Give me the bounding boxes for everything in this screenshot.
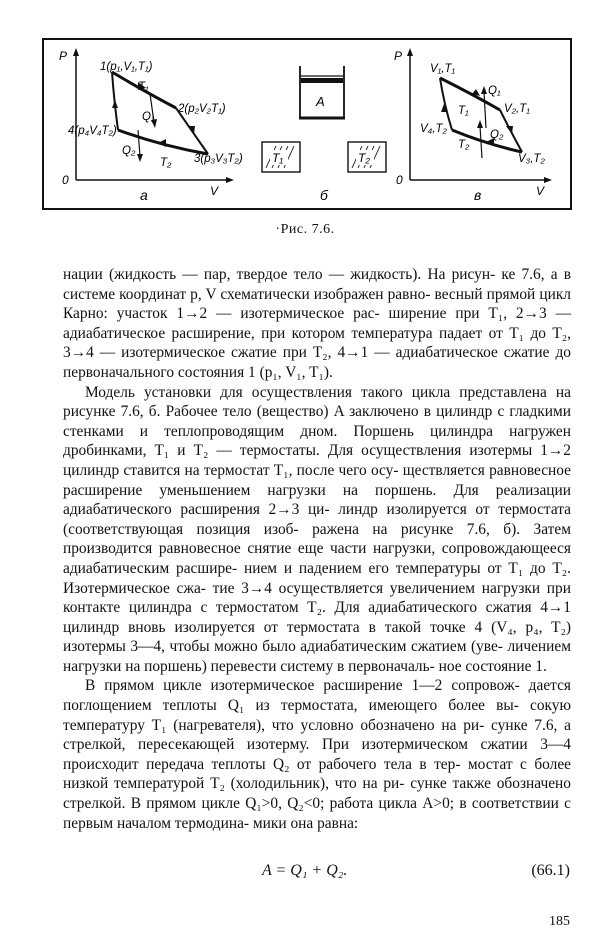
paragraph-2: [63, 383, 571, 677]
text-line: еще части нагрузки, сопровождающееся адиабатическим расшире-: [63, 540, 571, 577]
text-line: тие 3→4 осуществляется увеличением нагрузки при контакте: [63, 579, 571, 617]
text-line: ке 7.6, а в системе координат p, V схематически изображен равно-: [63, 266, 572, 303]
arrow-2-3: [506, 126, 513, 134]
text-line: мостат с более низкой температурой T₂ (холодильник), что на ри-: [63, 755, 571, 793]
label-q2: Q₂: [122, 145, 136, 157]
point-v3t2-label: V₃,T₂: [518, 153, 545, 165]
origin-label: 0: [396, 173, 403, 187]
label-t2: T₂: [458, 139, 470, 151]
axis-p-label: P: [59, 49, 68, 63]
formula-expression: A = Q₁ + Q₂.: [262, 862, 348, 879]
text-line: температура падает от T₁ до T₂, 3→4 — изотермическое сжатие при: [63, 324, 571, 362]
p-axis-arrow: [407, 48, 413, 56]
label-q1: Q₁: [488, 85, 501, 97]
point-v2t1-label: V₂,T₁: [504, 103, 530, 115]
arrow-4-1: [112, 100, 118, 108]
arrow-3-4: [158, 139, 166, 147]
v-axis-arrow: [544, 177, 552, 183]
point-1-label: 1(p₁,V₁,T₁): [100, 61, 153, 73]
panel-c: [394, 48, 552, 203]
text-line: поршень. Для реализации адиабатического расширения 2→3 ци-: [63, 481, 571, 519]
figure-7-6: [42, 38, 572, 210]
text-line: изотермы 1→2 цилиндр ставится на термостат T₁, после чего осу-: [63, 442, 571, 479]
text-line: ное состояние 1.: [438, 657, 547, 675]
axis-v-label: V: [536, 184, 545, 198]
text-line: нации (жидкость — пар, твердое тело — жидкость). На рисун-: [63, 266, 496, 283]
point-v4t2-label: V₄,T₂: [420, 123, 447, 135]
sublabel-a: а: [140, 187, 148, 203]
q1-arrowhead: [481, 86, 487, 94]
point-4-label: 4(p₄V₄T₂): [68, 125, 117, 137]
text-line: личением нагрузки на поршень) перевести систему в первоначаль-: [63, 638, 571, 675]
p-axis-arrow: [73, 48, 79, 56]
formula: [0, 862, 610, 884]
text-line: весный прямой цикл Карно: участок 1→2 — изотермическое рас-: [63, 285, 571, 323]
q1-arrow: [484, 92, 486, 128]
text-line: мики она равна:: [252, 814, 359, 832]
v-axis-arrow: [226, 177, 234, 183]
formula-number: (66.1): [531, 862, 570, 879]
text-line: линдр изолируется от термостата (соответствующая позиция изоб-: [63, 501, 571, 538]
thermostat-t1: [262, 142, 300, 172]
text-line: на рисунке 7.6, б. Рабочее тело (вещество) A заключено в цилиндр: [63, 383, 571, 421]
point-2-label: 2(p₂V₂T₁): [178, 103, 226, 115]
text-line: сунке также обозначено стрелкой. В прямом цикле Q₁>0, Q₂<0;: [63, 775, 571, 813]
paragraph-3: [63, 676, 571, 833]
label-t1: T₁: [138, 81, 149, 93]
text-line: цилиндра с термостатом T₂. Для адиабатического сжатия 4→1: [128, 599, 571, 617]
text-line: сжатии 3—4 происходит передача теплоты Q₂ от рабочего тела в тер-: [63, 736, 571, 773]
thermostat-t2: [348, 142, 386, 172]
thermostat-t2-label: T₂: [358, 151, 370, 165]
panel-b: [262, 66, 386, 203]
point-3-label: 3(p₃V₃T₂): [194, 153, 243, 165]
label-t1: T₁: [458, 105, 469, 117]
label-q2: Q₂: [490, 129, 504, 141]
panel-a: [59, 48, 243, 203]
text-line: сокую температуру T₁ (нагревателя), что условно обозначено на ри-: [63, 697, 571, 734]
sublabel-b: б: [320, 187, 328, 203]
piston: [301, 78, 343, 83]
text-line: ществляется равновесное расширение уменьшением нагрузки на: [63, 461, 571, 499]
text-line: (p₁, V₁, T₁).: [259, 363, 333, 381]
text-line: цилиндр вновь изолируется от термостата в такой точке 4 (V₄, p₄,: [63, 618, 543, 636]
text-line: с гладкими стенками и теплопроводящим дном. Поршень цилиндра: [63, 403, 571, 440]
text-line: T₂) изотермы 3—4, чтобы можно было адиабатическим сжатием (уве-: [63, 618, 572, 656]
text-line: сунке 7.6, а стрелкой, пересекающей изотерму. При изотермическом: [63, 716, 571, 754]
q2-arrowhead: [477, 120, 483, 128]
text-line: В прямом цикле изотермическое расширение 1—2 сопровож-: [85, 677, 520, 695]
label-t2: T₂: [160, 157, 172, 169]
origin-label: 0: [62, 173, 69, 187]
text-line: нием и падением его температуры от T₁ до T₂. Изотермическое сжа-: [63, 559, 571, 597]
page-number: 185: [549, 914, 570, 929]
q2-arrowhead: [137, 154, 143, 162]
figure-caption: ·Рис. 7.6.: [275, 222, 335, 237]
text-line: дается поглощением теплоты Q₁ из термостата, имеющего более вы-: [63, 677, 571, 715]
paragraph-1: [63, 265, 571, 383]
point-v1t1-label: V₁,T₁: [430, 63, 456, 75]
thermostat-t1-label: T₁: [272, 151, 284, 165]
working-body-label: A: [316, 94, 325, 109]
arrow-2-3: [188, 126, 195, 134]
sublabel-c: в: [474, 187, 482, 203]
text-line: T₂, 4→1 — адиабатическое сжатие до первоначального состояния 1: [63, 344, 571, 381]
axis-p-label: P: [394, 49, 403, 63]
body-text: [63, 265, 571, 833]
text-line: ширение при T₁, 2→3 — адиабатическое расширение, при котором: [63, 305, 571, 342]
text-line: работа цикла A>0; в соответствии с первым началом термодина-: [63, 795, 571, 832]
text-line: нагружен дробинками, T₁ и T₂ — термостаты. Для осуществления: [63, 422, 571, 460]
label-q1: Q₁: [142, 111, 155, 123]
axis-v-label: V: [210, 184, 219, 198]
text-line: ражена на рисунке 7.6, б). Затем производится равновесное снятие: [63, 520, 571, 558]
q2-arrow: [138, 130, 140, 156]
text-line: Модель установки для осуществления такого цикла представлена: [85, 383, 547, 401]
figure-svg: [42, 38, 572, 210]
